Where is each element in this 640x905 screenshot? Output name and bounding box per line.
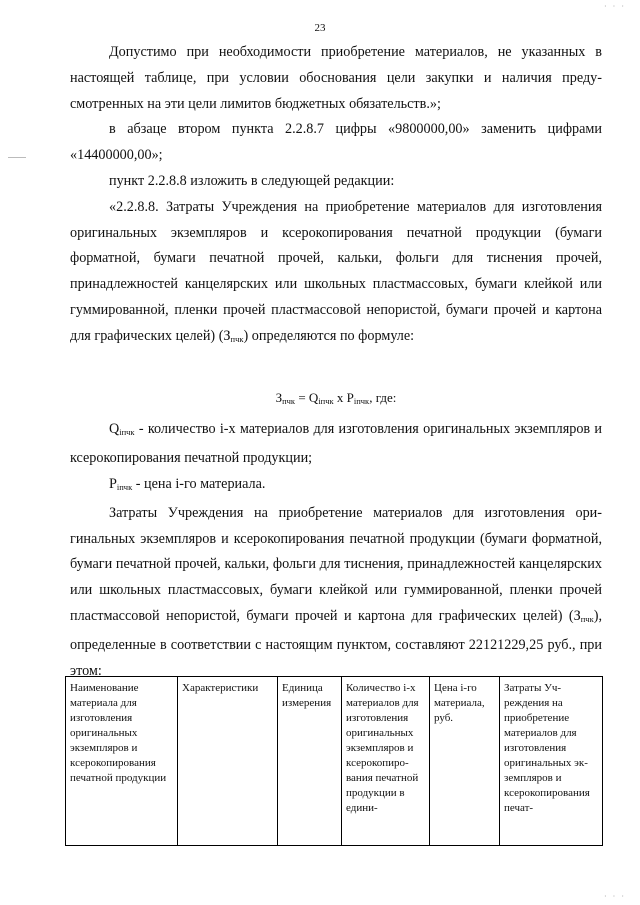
paragraph-6-symbol: P <box>109 475 117 492</box>
header-characteristics: Характеристики <box>178 677 278 846</box>
paragraph-4-subscript: пчк <box>230 333 244 344</box>
paragraph-6-subscript: iпчк <box>116 481 133 492</box>
table-header-row <box>66 677 603 846</box>
materials-table <box>65 676 603 846</box>
paragraph-7 <box>70 501 602 685</box>
paragraph-6-text: - цена i-го материала. <box>132 475 266 492</box>
paragraph-3: пункт 2.2.8.8 изложить в следующей редакции: <box>109 172 395 189</box>
paragraph-4-text-b: ) определяются по формуле: <box>243 327 415 344</box>
formula-q: Q <box>308 389 319 405</box>
paragraph-4 <box>70 195 602 353</box>
formula-p: P <box>346 389 354 405</box>
paragraph-7-text-b: ), определенные в соответствии с настоящим пунктом, составляют 22121229,25 руб., при этом: <box>70 607 602 679</box>
formula-lhs: З <box>275 389 283 405</box>
formula-eq: = <box>295 389 309 405</box>
formula-p-sub: iпчк <box>353 395 370 406</box>
margin-mark <box>8 157 26 158</box>
scan-artifact-bottom: · · · <box>604 892 626 901</box>
formula-q-sub: iпчк <box>318 395 334 406</box>
paragraph-5-symbol: Q <box>109 421 120 438</box>
document-body <box>70 40 602 684</box>
formula <box>70 385 602 415</box>
paragraph-5-subscript: iпчк <box>119 427 135 438</box>
header-unit: Единица измерения <box>278 677 342 846</box>
header-costs: Затраты Учреждения на приобретение материалов для изготовления оригинальных экземпляров и ксерокопирования печат- <box>500 677 603 846</box>
page-number: 23 <box>314 22 326 34</box>
paragraph-7-subscript: пчк <box>580 613 594 624</box>
header-material-name: Наименование материала для изготовления оригинальных экземпляров и ксерокопирования печатной продукции <box>66 677 178 846</box>
formula-lhs-sub: пчк <box>282 395 296 406</box>
paragraph-1: Допустимо при необходимости приобретение материалов, не указанных в настоящей таблице, при условии обоснования цели закупки и наличия предусмотренных на эти цели лимитов бюджетных обязательств.»; <box>70 44 602 112</box>
paragraph-7-text-a: Затраты Учреждения на приобретение материалов для изготовления оригинальных экземпляров и ксерокопирования печатной продукции (бумаги форматной, бумаги печатной прочей, кальки, фольги для тиснения, принадлежностей канцелярских или школьных пластмассовых, бумаги клейкой или гуммированной, пленки прочей пластмассовой непористой, бумаги прочей и картона для графических целей) (З <box>70 504 602 624</box>
paragraph-4-text-a: «2.2.8.8. Затраты Учреждения на приобретение материалов для изготовления оригинальных экземпляров и ксерокопирования печатной продукции (бумаги форматной, бумаги печатной прочей, кальки, фольги для тиснения прочей, принадлежностей канцелярских или школьных пластмассовых, бумаги клейкой или гуммированной, пленки прочей пластмассовой непористой, бумаги прочей и картона для графических целей) (З <box>70 198 602 344</box>
paragraph-5-text: - количество i-х материалов для изготовления оригинальных экземпляров и ксерокопирования печатной продукции; <box>70 421 602 467</box>
header-quantity: Количество i-х материалов для изготовления оригинальных экземпляров и ксерокопирования печатной продукции в едини- <box>342 677 430 846</box>
paragraph-6 <box>70 472 602 501</box>
paragraph-2: в абзаце втором пункта 2.2.8.7 цифры «9800000,00» заменить цифрами «14400000,00»; <box>70 121 602 164</box>
formula-tail: , где: <box>369 389 397 405</box>
paragraph-5 <box>70 417 602 472</box>
header-price: Цена i-го материала, руб. <box>430 677 500 846</box>
formula-times: х <box>333 389 347 405</box>
scan-artifact-top: · · · <box>604 2 626 11</box>
